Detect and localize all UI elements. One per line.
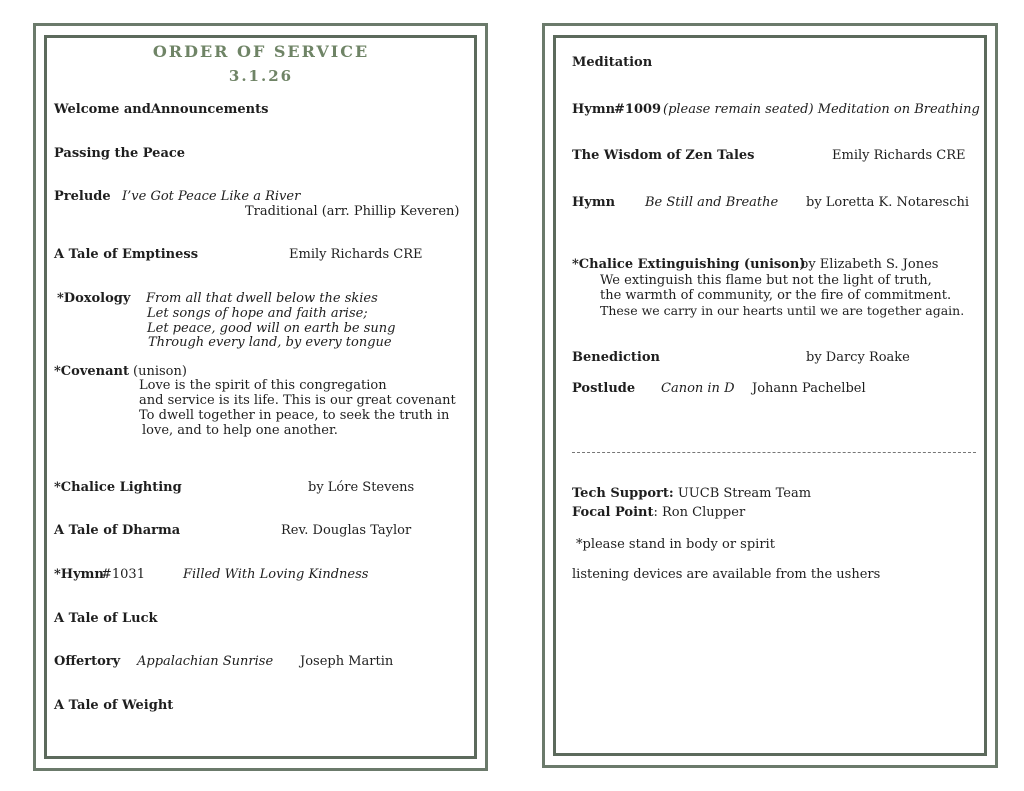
hymn-1009-number: #1009 <box>614 102 662 117</box>
extinguishing-line: the warmth of community, or the fire of commitment. <box>600 288 952 303</box>
offertory-credit: Joseph Martin <box>300 654 394 669</box>
tale-emptiness-label: A Tale of Emptiness <box>54 247 199 262</box>
postlude-title: Canon in D <box>661 381 735 396</box>
doxology-line: Through every land, by every tongue <box>148 335 392 350</box>
covenant-line: and service is its life. This is our great covenant <box>139 393 456 408</box>
page-title: ORDER OF SERVICE <box>152 42 370 61</box>
chalice-lighting-credit: by Lóre Stevens <box>308 480 415 495</box>
extinguishing-label: *Chalice Extinguishing (unison) <box>572 257 806 272</box>
prelude-label: Prelude <box>54 189 111 204</box>
wisdom-label: The Wisdom of Zen Tales <box>572 148 755 163</box>
listening-devices-note: listening devices are available from the ushers <box>572 567 881 582</box>
covenant-line: love, and to help one another. <box>142 423 338 438</box>
covenant-note: (unison) <box>133 364 187 379</box>
benediction-credit: by Darcy Roake <box>806 350 910 365</box>
focal-point-line <box>572 505 745 520</box>
dashed-divider <box>572 452 976 453</box>
hymn-number: #1031 <box>101 567 145 582</box>
benediction-label: Benediction <box>572 350 660 365</box>
tech-support-label: Tech Support: <box>572 486 674 501</box>
tale-emptiness-credit: Emily Richards CRE <box>289 247 423 262</box>
tech-support-line <box>572 486 811 501</box>
extinguishing-credit: by Elizabeth S. Jones <box>800 257 939 272</box>
focal-point-value: : Ron Clupper <box>653 505 746 520</box>
offertory-label: Offertory <box>54 654 121 669</box>
tale-dharma-credit: Rev. Douglas Taylor <box>281 523 412 538</box>
covenant-label: *Covenant <box>54 364 129 379</box>
focal-point-label: Focal Point <box>572 505 654 520</box>
hymn-label: *Hymn <box>54 567 104 582</box>
tale-luck-label: A Tale of Luck <box>54 611 158 626</box>
meditation-label: Meditation <box>572 55 653 70</box>
stand-note: *please stand in body or spirit <box>576 537 775 552</box>
hymn-breathe-credit: by Loretta K. Notareschi <box>806 195 970 210</box>
passing-peace-item: Passing the Peace <box>54 146 186 161</box>
tale-dharma-label: A Tale of Dharma <box>54 523 181 538</box>
hymn-1009-note: (please remain seated) Meditation on Breathing <box>663 102 980 117</box>
covenant-line: To dwell together in peace, to seek the truth in <box>139 408 450 423</box>
doxology-line: Let peace, good will on earth be sung <box>147 321 396 336</box>
doxology-label: *Doxology <box>57 291 131 306</box>
chalice-lighting-label: *Chalice Lighting <box>54 480 182 495</box>
welcome-item: Welcome andAnnouncements <box>54 102 269 117</box>
hymn-breathe-label: Hymn <box>572 195 616 210</box>
tale-weight-label: A Tale of Weight <box>54 698 174 713</box>
prelude-credit: Traditional (arr. Phillip Keveren) <box>245 204 460 219</box>
postlude-credit: Johann Pachelbel <box>752 381 866 396</box>
extinguishing-line: These we carry in our hearts until we are together again. <box>600 303 965 318</box>
hymn-1009-label: Hymn <box>572 102 616 117</box>
postlude-label: Postlude <box>572 381 636 396</box>
prelude-title: I’ve Got Peace Like a River <box>122 189 301 204</box>
offertory-title: Appalachian Sunrise <box>137 654 274 669</box>
doxology-line: Let songs of hope and faith arise; <box>147 306 368 321</box>
wisdom-credit: Emily Richards CRE <box>832 148 966 163</box>
extinguishing-line: We extinguish this flame but not the light of truth, <box>600 273 932 288</box>
covenant-line: Love is the spirit of this congregation <box>139 378 387 393</box>
tech-support-value: UUCB Stream Team <box>677 486 812 501</box>
hymn-title: Filled With Loving Kindness <box>183 567 369 582</box>
hymn-breathe-title: Be Still and Breathe <box>645 195 779 210</box>
doxology-line: From all that dwell below the skies <box>146 291 378 306</box>
service-date: 3.1.26 <box>228 67 294 85</box>
